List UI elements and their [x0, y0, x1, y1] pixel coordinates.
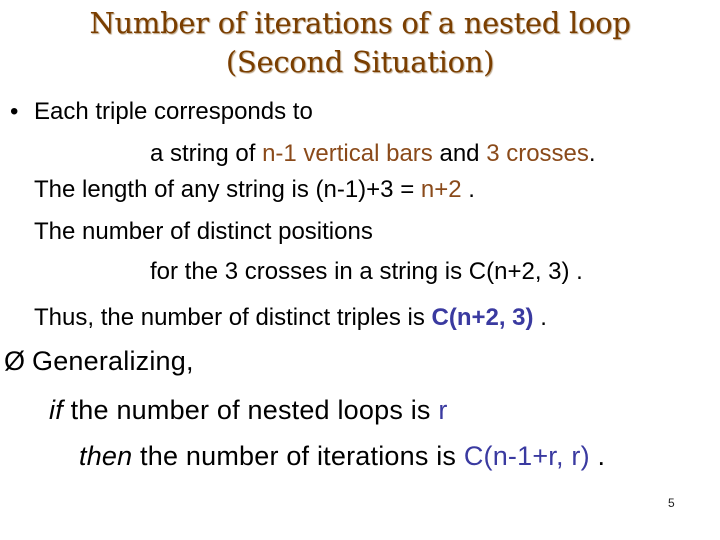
line-distinct-positions — [34, 218, 373, 246]
text: and — [432, 140, 487, 167]
bullet-dot: • — [10, 98, 19, 125]
highlight-3-crosses: 3 crosses — [486, 140, 589, 167]
line-then-iterations — [79, 440, 605, 472]
text: Each triple corresponds to — [34, 98, 313, 125]
text: the number of iterations is — [132, 441, 464, 471]
text: the number of nested loops is — [62, 395, 439, 425]
slide-title-line-2: (Second Situation) — [225, 45, 495, 79]
page-number: 5 — [668, 496, 675, 510]
italic-if: if — [49, 395, 63, 425]
italic-then: then — [79, 441, 133, 471]
text: Thus, the number of distinct triples is — [34, 304, 432, 331]
line-if-nested-loops — [49, 394, 448, 426]
text: . — [533, 304, 547, 331]
text: . — [588, 140, 596, 167]
text: . — [589, 441, 606, 471]
line-each-triple — [34, 98, 313, 126]
text: Generalizing, — [32, 346, 194, 376]
slide-title-line-1: Number of iterations of a nested loop — [89, 6, 631, 40]
text: for the 3 crosses in a string is C(n+2, 3) . — [150, 258, 583, 285]
line-length-of-string — [34, 176, 475, 204]
text: The length of any string is (n-1)+3 = — [34, 176, 421, 203]
line-thus — [34, 304, 547, 332]
line-for-the-3-crosses — [150, 258, 583, 286]
text: a string of — [150, 140, 263, 167]
line-string-of — [150, 140, 596, 168]
highlight-c-n-plus-2-3: C(n+2, 3) — [431, 304, 534, 331]
highlight-r: r — [438, 395, 448, 425]
highlight-n-plus-2: n+2 — [420, 176, 462, 203]
highlight-c-n-1-plus-r-r: C(n-1+r, r) — [463, 441, 590, 471]
text: . — [461, 176, 475, 203]
highlight-n-1-vertical-bars: n-1 vertical bars — [262, 140, 433, 167]
line-generalizing — [32, 345, 194, 377]
arrow-bullet-icon: Ø — [4, 346, 26, 376]
text: The number of distinct positions — [34, 218, 373, 245]
